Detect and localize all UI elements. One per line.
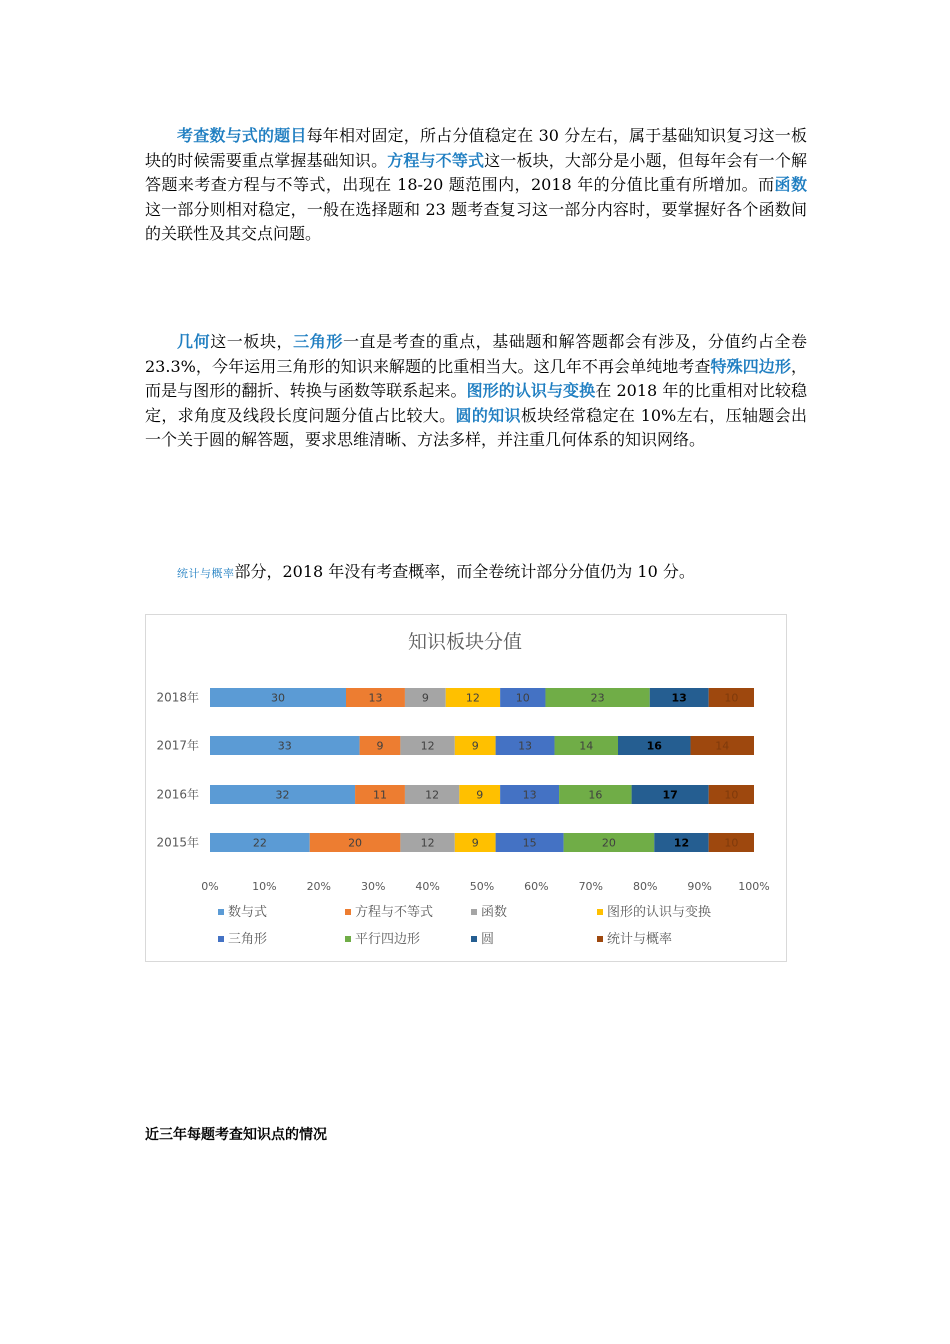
x-tick-label: 100% bbox=[738, 880, 770, 893]
paragraph-text: 这一板块， bbox=[210, 332, 294, 351]
highlight-term: 图形的认识与变换 bbox=[466, 381, 596, 401]
data-label: 9 bbox=[476, 788, 484, 802]
data-label: 9 bbox=[471, 739, 479, 753]
data-label: 14 bbox=[579, 739, 594, 753]
paragraph-text: ，而是与图形的翻折、转换与函数等联系起来。 bbox=[145, 356, 807, 401]
data-label: 12 bbox=[425, 788, 440, 802]
paragraph-text: 部分，2018 年没有考查概率，而全卷统计部分分值仍为 10 分。 bbox=[234, 562, 695, 581]
legend-swatch bbox=[345, 909, 351, 915]
paragraph-text: 在 2018 年的比重相对比较稳定，求角度及线段长度问题分值占比较大。 bbox=[145, 381, 807, 425]
legend-label: 图形的认识与变换 bbox=[607, 905, 712, 920]
paragraph-text: 每年相对固定，所占分值稳定在 30 分左右，属于基础知识复习这一板块的时候需要重点掌握基础知识。 bbox=[145, 126, 807, 170]
category-label: 2015年 bbox=[156, 835, 199, 850]
x-tick-label: 30% bbox=[360, 880, 386, 893]
legend-swatch bbox=[597, 936, 603, 942]
legend-label: 平行四边形 bbox=[355, 932, 421, 947]
data-label: 16 bbox=[588, 788, 603, 802]
paragraph-text: 板块经常稳定在 10%左右，压轴题会出一个关于圆的解答题，要求思维清晰、方法多样，并注重几何体系的知识网络。 bbox=[145, 405, 807, 450]
data-label: 10 bbox=[515, 691, 530, 705]
paragraph-text: 这一板块，大部分是小题，但每年会有一个解答题来考查方程与不等式，出现在 18-20 题范围内，2018 年的分值比重有所增加。而 bbox=[145, 150, 807, 195]
paragraph-geometry bbox=[145, 330, 807, 453]
data-label: 10 bbox=[724, 788, 739, 802]
x-tick-label: 20% bbox=[306, 880, 332, 893]
section-caption: 近三年每题考查知识点的情况 bbox=[145, 1127, 327, 1143]
x-tick-label: 60% bbox=[524, 880, 549, 893]
legend-swatch bbox=[471, 936, 477, 942]
highlight-term: 考查数与式的题目 bbox=[177, 126, 307, 145]
x-tick-label: 0% bbox=[201, 880, 219, 893]
legend-swatch bbox=[471, 909, 477, 915]
data-label: 20 bbox=[348, 836, 363, 850]
paragraph-statistics bbox=[145, 560, 807, 587]
x-tick-label: 70% bbox=[578, 880, 604, 893]
data-label: 17 bbox=[662, 788, 678, 802]
category-label: 2018年 bbox=[156, 690, 199, 705]
data-label: 12 bbox=[420, 836, 435, 850]
data-label: 14 bbox=[715, 739, 730, 753]
stacked-bar-chart bbox=[145, 614, 787, 962]
data-label: 12 bbox=[420, 739, 435, 753]
x-tick-label: 90% bbox=[687, 880, 712, 893]
data-label: 32 bbox=[275, 788, 290, 802]
legend-swatch bbox=[218, 909, 224, 915]
legend-label: 统计与概率 bbox=[607, 932, 673, 947]
highlight-term: 特殊四边形 bbox=[710, 356, 791, 376]
legend-label: 数与式 bbox=[228, 905, 268, 920]
highlight-term: 圆的知识 bbox=[455, 405, 521, 425]
chart-title: 知识板块分值 bbox=[407, 631, 523, 653]
data-label: 13 bbox=[368, 691, 383, 705]
x-tick-label: 40% bbox=[415, 880, 440, 893]
data-label: 16 bbox=[646, 739, 662, 753]
x-tick-label: 50% bbox=[469, 880, 495, 893]
paragraph-text: 一直是考查的重点，基础题和解答题都会有涉及，分值约占全卷 23.3%，今年运用三角形的知识来解题的比重相当大。这几年不再会单纯地考查 bbox=[145, 332, 807, 376]
data-label: 33 bbox=[277, 739, 292, 753]
legend-swatch bbox=[345, 936, 351, 942]
highlight-term: 方程与不等式 bbox=[387, 150, 485, 170]
data-label: 22 bbox=[252, 836, 267, 850]
legend-swatch bbox=[597, 909, 603, 915]
legend-label: 函数 bbox=[481, 905, 508, 920]
data-label: 10 bbox=[724, 691, 739, 705]
data-label: 13 bbox=[671, 691, 687, 705]
highlight-term: 函数 bbox=[774, 175, 807, 195]
legend-label: 方程与不等式 bbox=[355, 905, 434, 920]
x-tick-label: 10% bbox=[252, 880, 277, 893]
data-label: 12 bbox=[465, 691, 480, 705]
data-label: 9 bbox=[376, 739, 384, 753]
data-label: 11 bbox=[373, 788, 387, 802]
paragraph-number-and-expression bbox=[145, 124, 807, 247]
data-label: 30 bbox=[271, 691, 285, 705]
data-label: 10 bbox=[724, 836, 739, 850]
data-label: 9 bbox=[421, 691, 429, 705]
chart-svg bbox=[146, 615, 786, 961]
legend-label: 三角形 bbox=[228, 932, 268, 947]
legend-label: 圆 bbox=[481, 932, 495, 947]
x-tick-label: 80% bbox=[632, 880, 658, 893]
data-label: 15 bbox=[522, 836, 537, 850]
category-label: 2017年 bbox=[156, 738, 199, 753]
data-label: 20 bbox=[601, 836, 616, 850]
highlight-term: 几何 bbox=[177, 332, 211, 351]
data-label: 9 bbox=[471, 836, 479, 850]
category-label: 2016年 bbox=[156, 787, 199, 802]
data-label: 13 bbox=[522, 788, 537, 802]
data-label: 12 bbox=[673, 836, 690, 850]
data-label: 13 bbox=[518, 739, 533, 753]
highlight-term: 三角形 bbox=[293, 332, 343, 351]
legend-swatch bbox=[218, 936, 224, 942]
data-label: 23 bbox=[590, 691, 605, 705]
paragraph-text: 这一部分则相对稳定，一般在选择题和 23 题考查复习这一部分内容时，要掌握好各个函数间的关联性及其交点问题。 bbox=[145, 199, 807, 244]
highlight-term: 统计与概率 bbox=[177, 567, 235, 580]
